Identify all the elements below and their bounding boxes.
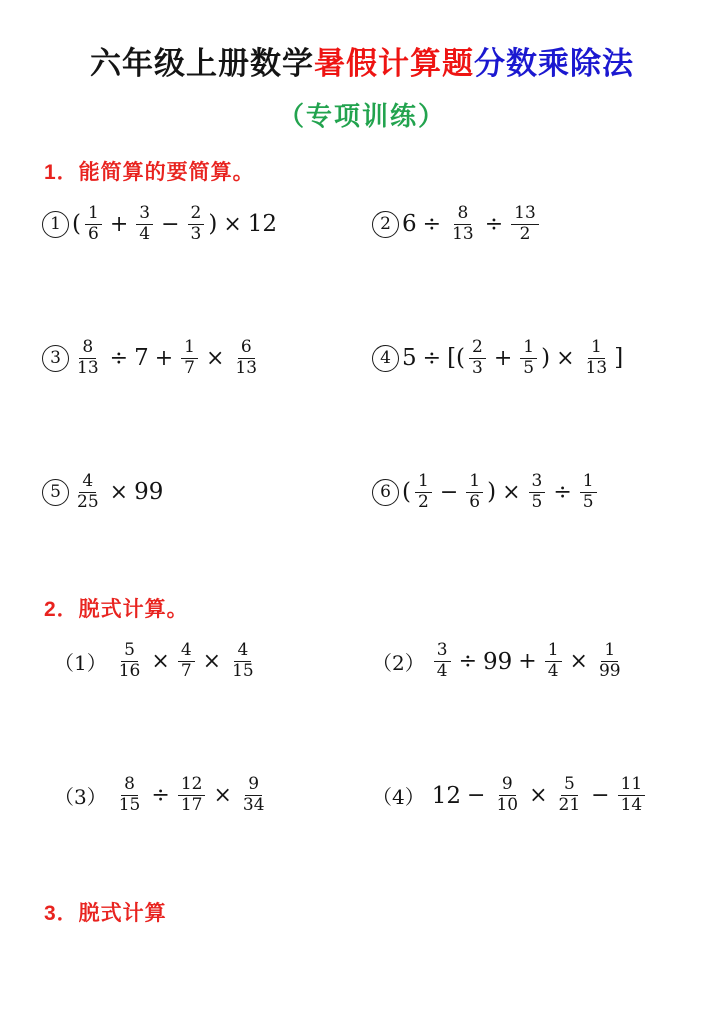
operator: ÷ (553, 479, 572, 505)
fraction-numerator: 8 (121, 776, 138, 796)
problem-number-paren: （4） (372, 785, 425, 810)
operator: × (151, 649, 170, 675)
fraction (178, 776, 206, 815)
fraction-denominator: 4 (436, 661, 448, 682)
number: 12 (431, 782, 462, 809)
section-3 (0, 901, 724, 926)
fraction-denominator: 13 (452, 223, 474, 244)
bracket: [( (447, 345, 466, 372)
number: 12 (247, 211, 278, 238)
math-expression (401, 205, 542, 244)
fraction (415, 473, 432, 512)
fraction (556, 776, 584, 815)
fraction (520, 339, 537, 378)
fraction-numerator: 3 (529, 473, 546, 493)
fraction-numerator: 8 (454, 205, 471, 225)
math-expression (113, 776, 271, 815)
fraction-denominator: 5 (531, 491, 543, 512)
operator: + (518, 649, 537, 675)
math-expression (71, 205, 278, 244)
problem-number-circled: 1 (42, 211, 69, 238)
fraction (229, 642, 257, 681)
fraction (74, 339, 102, 378)
fraction-denominator: 34 (242, 795, 265, 816)
fraction-numerator: 6 (238, 339, 255, 359)
fraction (85, 205, 102, 244)
fraction-numerator: 4 (234, 642, 251, 662)
problem (372, 205, 724, 244)
fraction-numerator: 9 (245, 776, 262, 796)
problem (54, 642, 372, 681)
fraction (529, 473, 546, 512)
fraction-denominator: 16 (118, 661, 141, 682)
problem-number-circled: 4 (372, 345, 399, 372)
fraction-numerator: 3 (136, 205, 153, 225)
fraction-denominator: 13 (235, 357, 258, 378)
operator: + (109, 211, 129, 237)
fraction (116, 776, 144, 815)
fraction-numerator: 1 (545, 642, 562, 662)
title-part-3: 分数乘除法 (474, 46, 634, 81)
fraction-denominator: 25 (77, 491, 99, 512)
fraction (469, 339, 486, 378)
fraction-numerator: 1 (520, 339, 537, 359)
fraction-numerator: 9 (499, 776, 516, 796)
math-expression (113, 642, 260, 681)
operator: × (529, 783, 548, 809)
operator: − (439, 479, 459, 505)
fraction (181, 339, 198, 378)
problem-number-circled: 3 (42, 345, 69, 372)
operator: ÷ (422, 211, 442, 237)
fraction-numerator: 13 (511, 205, 539, 225)
fraction-denominator: 6 (469, 491, 481, 512)
number: 5 (402, 345, 417, 372)
problem (42, 205, 372, 244)
bracket: ) (541, 345, 551, 372)
fraction (449, 205, 477, 244)
fraction-denominator: 13 (77, 357, 99, 378)
bracket: ) (487, 479, 497, 506)
problem (372, 776, 724, 815)
problem-number-circled: 5 (42, 479, 69, 506)
fraction-numerator: 11 (618, 776, 646, 796)
operator: − (161, 211, 180, 237)
fraction-numerator: 4 (79, 473, 96, 493)
bracket: ) (208, 211, 218, 238)
page-title (0, 46, 724, 82)
bracket: ( (402, 479, 411, 506)
fraction-denominator: 15 (232, 661, 254, 682)
section-heading: 1．能简算的要简算。 (44, 161, 255, 185)
operator: ÷ (422, 345, 442, 371)
section-heading: 3．脱式计算 (44, 901, 167, 925)
fraction (240, 776, 268, 815)
problem-row (0, 329, 724, 387)
fraction-numerator: 5 (121, 642, 138, 662)
fraction-numerator: 1 (466, 473, 483, 493)
problem-number-paren: （2） (372, 651, 425, 676)
problem-number-circled: 2 (372, 211, 399, 238)
operator: × (213, 783, 232, 809)
fraction (545, 642, 562, 681)
fraction-numerator: 2 (469, 339, 486, 359)
fraction-denominator: 14 (620, 795, 643, 816)
fraction-denominator: 13 (585, 357, 608, 378)
fraction-denominator: 21 (558, 795, 581, 816)
fraction-denominator: 7 (180, 661, 192, 682)
number: 7 (134, 345, 149, 372)
fraction-numerator: 1 (588, 339, 605, 359)
problem (372, 642, 724, 681)
operator: × (569, 649, 588, 675)
fraction-denominator: 6 (87, 223, 99, 244)
fraction (580, 473, 597, 512)
problem-number-circled: 6 (372, 479, 399, 506)
fraction-denominator: 5 (523, 357, 535, 378)
fraction-numerator: 3 (434, 642, 451, 662)
fraction-numerator: 4 (178, 642, 195, 662)
problem (372, 473, 724, 512)
fraction (434, 642, 451, 681)
operator: × (109, 479, 129, 505)
fraction-numerator: 1 (181, 339, 198, 359)
operator: ÷ (458, 649, 477, 675)
section-heading: 2．脱式计算。 (44, 598, 189, 622)
problem-number-paren: （3） (54, 785, 107, 810)
math-expression (431, 642, 627, 681)
section-2 (0, 597, 724, 824)
problem (42, 339, 372, 378)
fraction (74, 473, 102, 512)
fraction-numerator: 1 (85, 205, 102, 225)
operator: ÷ (151, 783, 170, 809)
fraction-denominator: 17 (180, 795, 203, 816)
operator: × (202, 649, 222, 675)
fraction (596, 642, 624, 681)
math-expression (401, 339, 624, 378)
fraction-numerator: 5 (561, 776, 578, 796)
fraction (116, 642, 144, 681)
title-part-2: 暑假计算题 (314, 46, 474, 81)
bracket: ] (614, 345, 624, 372)
math-expression (401, 473, 600, 512)
worksheet-content (0, 160, 724, 926)
operator: × (205, 345, 225, 371)
math-expression (71, 339, 263, 378)
fraction-numerator: 1 (580, 473, 597, 493)
fraction-denominator: 10 (496, 795, 519, 816)
problem-row (0, 633, 724, 691)
fraction (618, 776, 646, 815)
fraction-numerator: 1 (415, 473, 432, 493)
number: 99 (483, 648, 513, 675)
fraction-denominator: 3 (472, 357, 483, 378)
problem-number-paren: （1） (54, 651, 107, 676)
fraction (136, 205, 153, 244)
fraction-denominator: 4 (139, 223, 151, 244)
fraction (583, 339, 611, 378)
problem (372, 339, 724, 378)
operator: + (493, 345, 513, 371)
math-expression (71, 473, 164, 512)
fraction (466, 473, 483, 512)
number: 6 (402, 211, 417, 238)
operator: × (502, 479, 521, 505)
fraction-denominator: 99 (598, 661, 621, 682)
fraction-denominator: 5 (582, 491, 594, 512)
fraction-denominator: 2 (519, 223, 531, 244)
problem (42, 473, 372, 512)
fraction-numerator: 1 (601, 642, 618, 662)
page-subtitle: （专项训练） (277, 100, 446, 131)
fraction-denominator: 2 (417, 491, 429, 512)
bracket: ( (72, 211, 81, 238)
title-part-1: 六年级上册数学 (90, 46, 314, 81)
number: 99 (134, 479, 164, 506)
operator: × (223, 211, 242, 237)
section-1 (0, 160, 724, 521)
fraction-numerator: 8 (79, 339, 96, 359)
operator: + (154, 345, 174, 371)
operator: ÷ (484, 211, 504, 237)
fraction (178, 642, 195, 681)
operator: − (591, 783, 610, 809)
fraction-denominator: 3 (190, 223, 202, 244)
fraction-numerator: 2 (188, 205, 205, 225)
fraction-numerator: 12 (178, 776, 206, 796)
fraction (188, 205, 205, 244)
fraction (493, 776, 521, 815)
fraction-denominator: 15 (118, 795, 141, 816)
problem (54, 776, 372, 815)
operator: − (467, 783, 486, 809)
problem-row (0, 767, 724, 825)
fraction (511, 205, 539, 244)
operator: × (556, 345, 575, 371)
fraction (232, 339, 260, 378)
operator: ÷ (109, 345, 129, 371)
math-expression (431, 776, 649, 815)
problem-row (0, 463, 724, 521)
fraction-denominator: 4 (547, 661, 559, 682)
problem-row (0, 195, 724, 253)
fraction-denominator: 7 (184, 357, 195, 378)
